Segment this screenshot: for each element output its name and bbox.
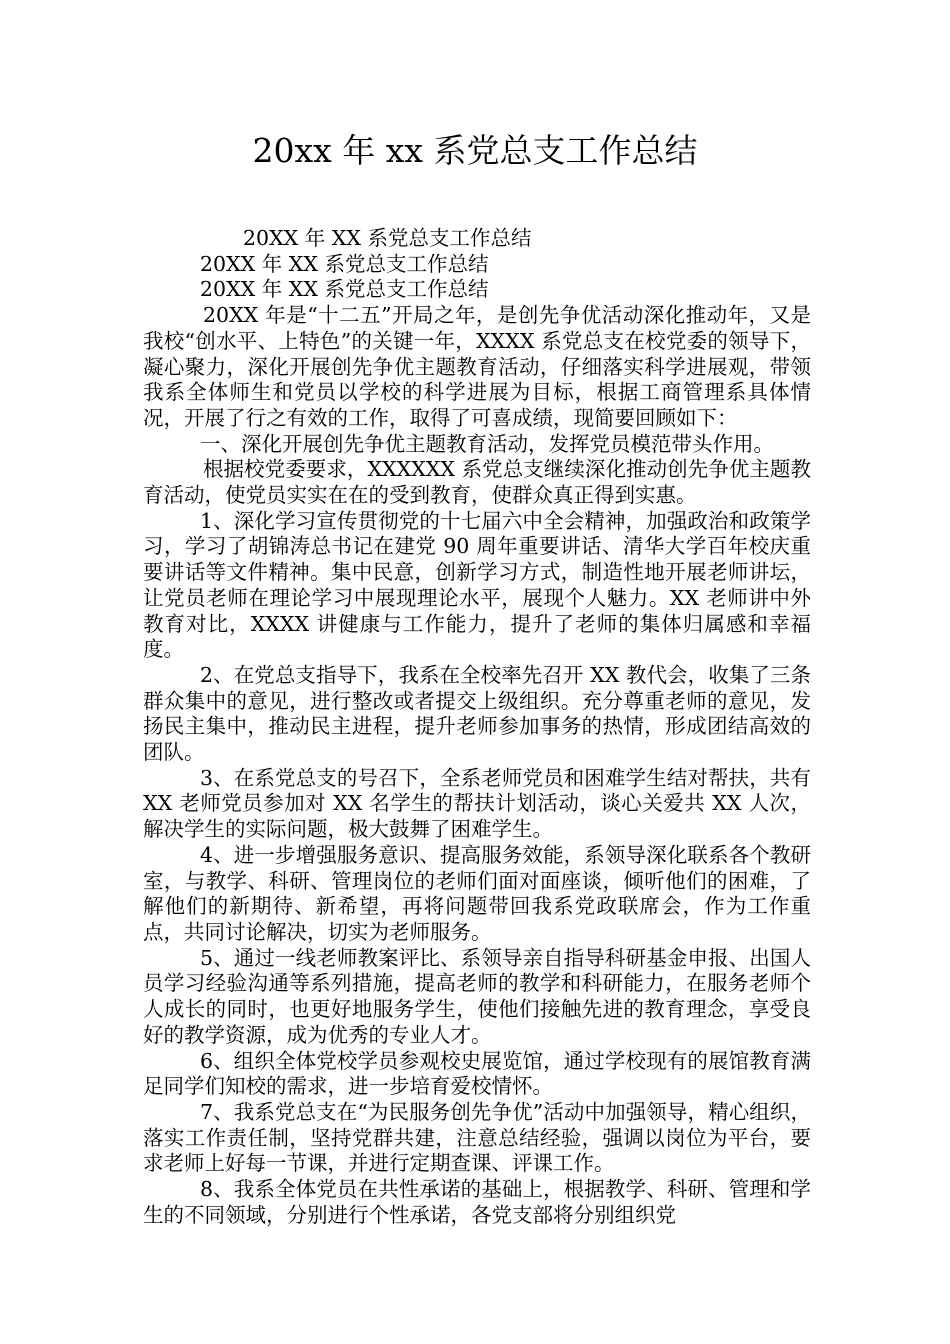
paragraph-item-1: 1、深化学习宣传贯彻党的十七届六中全会精神，加强政治和政策学习，学习了胡锦涛总书记在建党 90 周年重要讲话、清华大学百年校庆重要讲话等文件精神。集中民意，创新学习方式，制造性地开展老师讲坛，让党员老师在理论学习中展现理论水平，展现个人魅力。XX 老师讲中外教育对比，XXXX 讲健康与工作能力，提升了老师的集体归属感和幸福度。 [143,508,811,662]
paragraph-item-8: 8、我系全体党员在共性承诺的基础上，根据教学、科研、管理和学生的不同领域，分别进行个性承诺，各党支部将分别组织党 [143,1177,811,1227]
subtitle-line: 20XX 年 XX 系党总支工作总结 [200,251,489,276]
subtitle-line: 20XX 年 XX 系党总支工作总结 [243,226,532,250]
paragraph: 根据校党委要求，XXXXXX 系党总支继续深化推动创先争优主题教育活动，使党员实实在在的受到教育，使群众真正得到实惠。 [143,457,811,508]
document-body [143,226,811,1228]
paragraph-item-4: 4、进一步增强服务意识、提高服务效能，系领导深化联系各个教研室，与教学、科研、管理岗位的老师们面对面座谈，倾听他们的困难，了解他们的新期待、新希望，再将问题带回我系党政联席会，作为工作重点，共同讨论解决，切实为老师服务。 [143,842,811,944]
paragraph-intro: 20XX 年是“十二五”开局之年，是创先争优活动深化推动年，又是我校“创水平、上特色”的关键一年，XXXX 系党总支在校党委的领导下，凝心聚力，深化开展创先争优主题教育活动，仔细落实科学进展观，带领我系全体师生和党员以学校的科学进展为目标，根据工商管理系具体情况，开展了行之有效的工作，取得了可喜成绩，现简要回顾如下： [143,303,811,430]
document-title: 20xx 年 xx 系党总支工作总结 [252,131,698,170]
section-heading: 一、深化开展创先争优主题教育活动，发挥党员模范带头作用。 [200,431,774,456]
paragraph-item-3: 3、在系党总支的号召下，全系老师党员和困难学生结对帮扶，共有 XX 老师党员参加对 XX 名学生的帮扶计划活动，谈心关爱共 XX 人次，解决学生的实际问题，极大鼓舞了困难学生。 [143,765,811,842]
paragraph-item-7: 7、我系党总支在“为民服务创先争优”活动中加强领导，精心组织，落实工作责任制，坚持党群共建，注意总结经验，强调以岗位为平台，要求老师上好每一节课，并进行定期查课、评课工作。 [143,1099,811,1176]
paragraph-item-2: 2、在党总支指导下，我系在全校率先召开 XX 教代会，收集了三条群众集中的意见，进行整改或者提交上级组织。充分尊重老师的意见，发扬民主集中，推动民主进程，提升老师参加事务的热情，形成团结高效的团队。 [143,662,811,765]
paragraph-item-5: 5、通过一线老师教案评比、系领导亲自指导科研基金申报、出国人员学习经验沟通等系列措施，提高老师的教学和科研能力，在服务老师个人成长的同时，也更好地服务学生，使他们接触先进的教育理念，享受良好的教学资源，成为优秀的专业人才。 [143,945,811,1047]
subtitle-line: 20XX 年 XX 系党总支工作总结 [200,277,489,302]
paragraph-item-6: 6、组织全体党校学员参观校史展览馆，通过学校现有的展馆教育满足同学们知校的需求，进一步培育爱校情怀。 [143,1048,811,1099]
